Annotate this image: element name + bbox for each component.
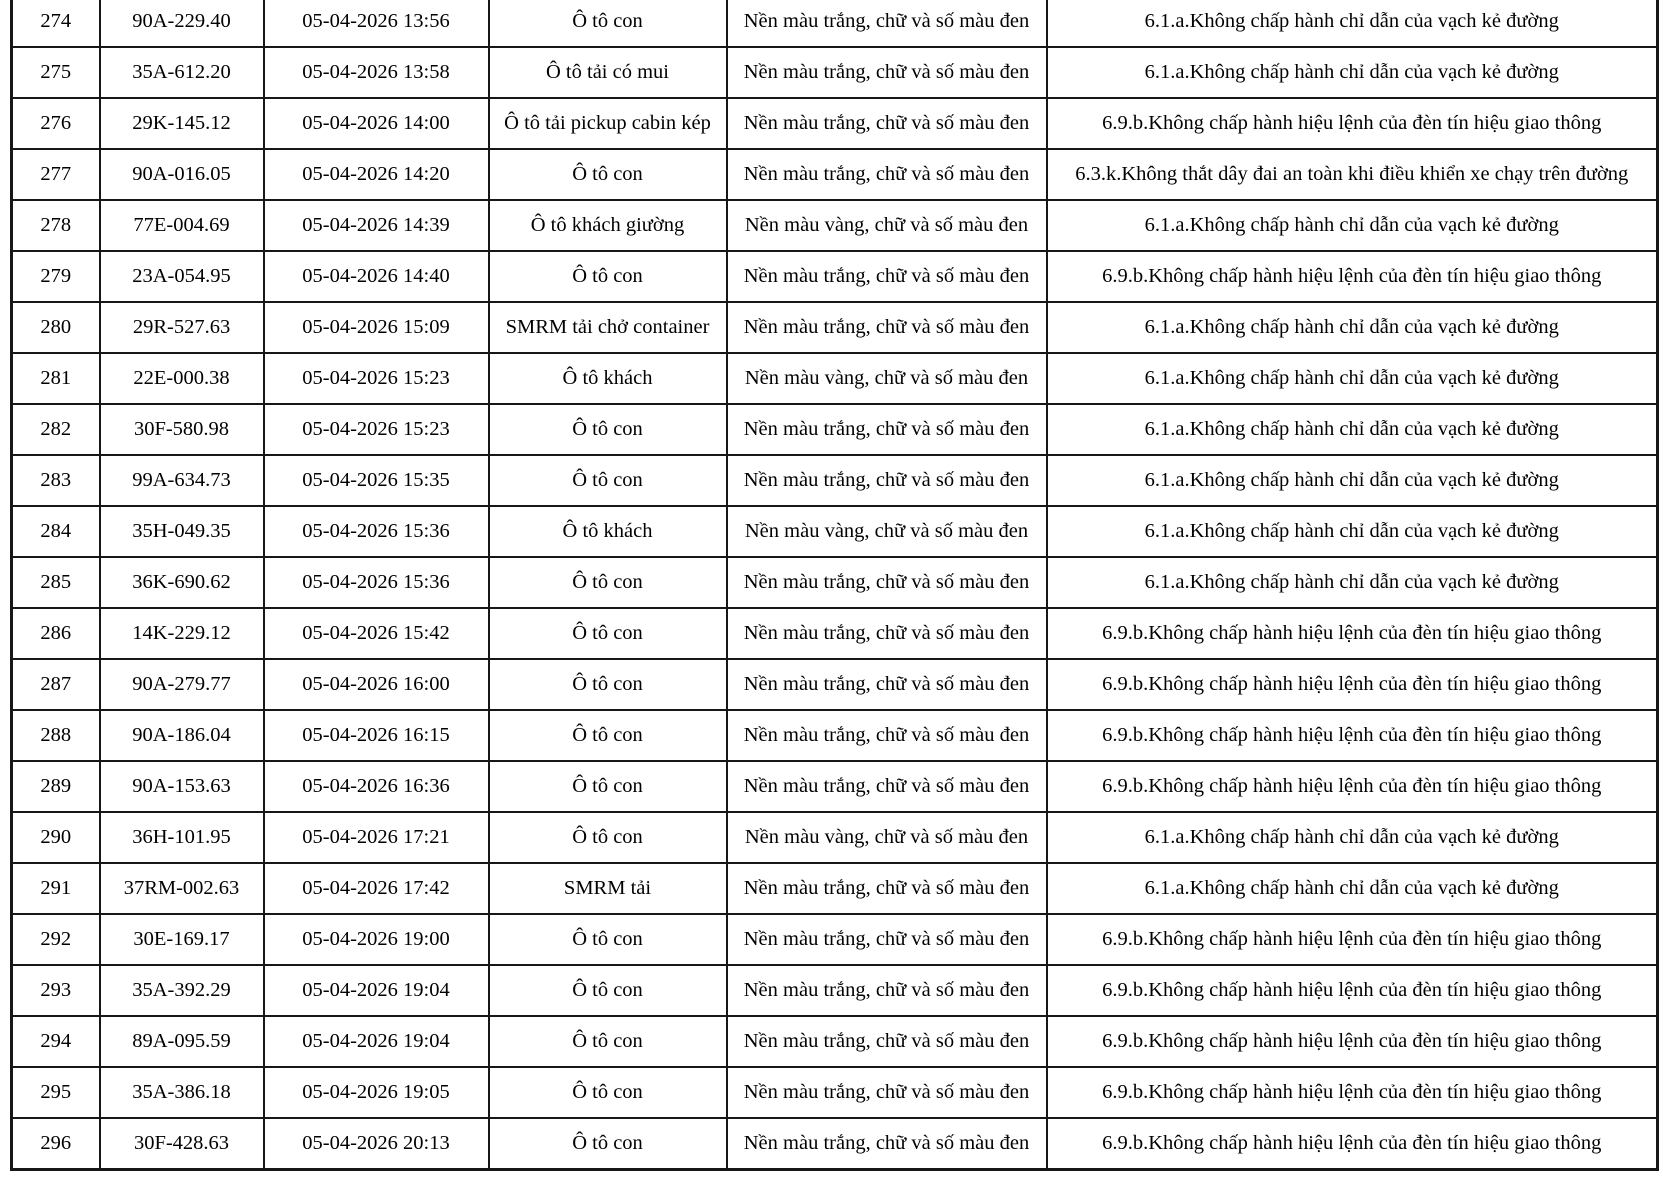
row-number-cell: 279 [12,251,100,302]
violation-description-cell: 6.1.a.Không chấp hành chỉ dẫn của vạch kẻ đường [1047,353,1658,404]
vehicle-type-cell: Ô tô con [489,659,727,710]
table-row [12,98,1658,149]
violation-datetime-cell: 05-04-2026 15:09 [264,302,489,353]
violation-datetime-cell: 05-04-2026 19:00 [264,914,489,965]
license-plate-cell: 36H-101.95 [100,812,264,863]
table-row [12,608,1658,659]
vehicle-type-cell: Ô tô con [489,914,727,965]
row-number-cell: 277 [12,149,100,200]
plate-color-description-cell: Nền màu trắng, chữ và số màu đen [727,1118,1047,1170]
violation-description-cell: 6.1.a.Không chấp hành chỉ dẫn của vạch kẻ đường [1047,302,1658,353]
vehicle-type-cell: Ô tô con [489,404,727,455]
violation-datetime-cell: 05-04-2026 15:36 [264,557,489,608]
violations-table [10,0,1659,1171]
table-row [12,200,1658,251]
vehicle-type-cell: Ô tô con [489,812,727,863]
violation-description-cell: 6.1.a.Không chấp hành chỉ dẫn của vạch kẻ đường [1047,506,1658,557]
vehicle-type-cell: Ô tô con [489,1118,727,1170]
table-row [12,506,1658,557]
violation-datetime-cell: 05-04-2026 14:40 [264,251,489,302]
plate-color-description-cell: Nền màu trắng, chữ và số màu đen [727,914,1047,965]
violation-datetime-cell: 05-04-2026 15:23 [264,353,489,404]
vehicle-type-cell: Ô tô con [489,608,727,659]
plate-color-description-cell: Nền màu trắng, chữ và số màu đen [727,404,1047,455]
row-number-cell: 278 [12,200,100,251]
table-row [12,455,1658,506]
plate-color-description-cell: Nền màu trắng, chữ và số màu đen [727,557,1047,608]
plate-color-description-cell: Nền màu vàng, chữ và số màu đen [727,812,1047,863]
violation-datetime-cell: 05-04-2026 13:58 [264,47,489,98]
violation-datetime-cell: 05-04-2026 19:05 [264,1067,489,1118]
violation-datetime-cell: 05-04-2026 20:13 [264,1118,489,1170]
row-number-cell: 280 [12,302,100,353]
violation-datetime-cell: 05-04-2026 16:36 [264,761,489,812]
plate-color-description-cell: Nền màu trắng, chữ và số màu đen [727,98,1047,149]
violation-description-cell: 6.9.b.Không chấp hành hiệu lệnh của đèn tín hiệu giao thông [1047,608,1658,659]
row-number-cell: 281 [12,353,100,404]
plate-color-description-cell: Nền màu vàng, chữ và số màu đen [727,506,1047,557]
vehicle-type-cell: Ô tô con [489,1016,727,1067]
violation-description-cell: 6.1.a.Không chấp hành chỉ dẫn của vạch kẻ đường [1047,200,1658,251]
vehicle-type-cell: Ô tô tải pickup cabin kép [489,98,727,149]
vehicle-type-cell: Ô tô tải có mui [489,47,727,98]
plate-color-description-cell: Nền màu trắng, chữ và số màu đen [727,863,1047,914]
vehicle-type-cell: Ô tô con [489,455,727,506]
license-plate-cell: 90A-186.04 [100,710,264,761]
license-plate-cell: 90A-016.05 [100,149,264,200]
row-number-cell: 283 [12,455,100,506]
row-number-cell: 296 [12,1118,100,1170]
license-plate-cell: 36K-690.62 [100,557,264,608]
table-row [12,1067,1658,1118]
plate-color-description-cell: Nền màu trắng, chữ và số màu đen [727,659,1047,710]
violation-description-cell: 6.9.b.Không chấp hành hiệu lệnh của đèn tín hiệu giao thông [1047,965,1658,1016]
plate-color-description-cell: Nền màu trắng, chữ và số màu đen [727,965,1047,1016]
table-row [12,557,1658,608]
plate-color-description-cell: Nền màu trắng, chữ và số màu đen [727,302,1047,353]
table-row [12,0,1658,47]
violation-datetime-cell: 05-04-2026 16:00 [264,659,489,710]
table-row [12,965,1658,1016]
violation-datetime-cell: 05-04-2026 15:42 [264,608,489,659]
violation-datetime-cell: 05-04-2026 15:36 [264,506,489,557]
violation-description-cell: 6.9.b.Không chấp hành hiệu lệnh của đèn tín hiệu giao thông [1047,659,1658,710]
plate-color-description-cell: Nền màu trắng, chữ và số màu đen [727,608,1047,659]
license-plate-cell: 14K-229.12 [100,608,264,659]
row-number-cell: 294 [12,1016,100,1067]
violation-description-cell: 6.1.a.Không chấp hành chỉ dẫn của vạch kẻ đường [1047,0,1658,47]
violation-description-cell: 6.1.a.Không chấp hành chỉ dẫn của vạch kẻ đường [1047,47,1658,98]
violation-datetime-cell: 05-04-2026 14:39 [264,200,489,251]
row-number-cell: 293 [12,965,100,1016]
violation-description-cell: 6.9.b.Không chấp hành hiệu lệnh của đèn tín hiệu giao thông [1047,1118,1658,1170]
violation-description-cell: 6.9.b.Không chấp hành hiệu lệnh của đèn tín hiệu giao thông [1047,710,1658,761]
violation-datetime-cell: 05-04-2026 16:15 [264,710,489,761]
violation-description-cell: 6.9.b.Không chấp hành hiệu lệnh của đèn tín hiệu giao thông [1047,98,1658,149]
row-number-cell: 284 [12,506,100,557]
license-plate-cell: 77E-004.69 [100,200,264,251]
plate-color-description-cell: Nền màu trắng, chữ và số màu đen [727,149,1047,200]
vehicle-type-cell: SMRM tải [489,863,727,914]
table-row [12,251,1658,302]
license-plate-cell: 29K-145.12 [100,98,264,149]
license-plate-cell: 35A-392.29 [100,965,264,1016]
license-plate-cell: 99A-634.73 [100,455,264,506]
license-plate-cell: 90A-279.77 [100,659,264,710]
violation-description-cell: 6.1.a.Không chấp hành chỉ dẫn của vạch kẻ đường [1047,812,1658,863]
license-plate-cell: 29R-527.63 [100,302,264,353]
vehicle-type-cell: Ô tô con [489,0,727,47]
violation-datetime-cell: 05-04-2026 15:23 [264,404,489,455]
table-row [12,710,1658,761]
vehicle-type-cell: Ô tô khách giường [489,200,727,251]
plate-color-description-cell: Nền màu trắng, chữ và số màu đen [727,1016,1047,1067]
violation-datetime-cell: 05-04-2026 17:21 [264,812,489,863]
violation-datetime-cell: 05-04-2026 19:04 [264,1016,489,1067]
vehicle-type-cell: Ô tô con [489,251,727,302]
row-number-cell: 295 [12,1067,100,1118]
row-number-cell: 274 [12,0,100,47]
table-row [12,1118,1658,1170]
license-plate-cell: 90A-153.63 [100,761,264,812]
row-number-cell: 276 [12,98,100,149]
violation-description-cell: 6.9.b.Không chấp hành hiệu lệnh của đèn tín hiệu giao thông [1047,1067,1658,1118]
vehicle-type-cell: Ô tô con [489,1067,727,1118]
table-row [12,1016,1658,1067]
table-row [12,812,1658,863]
table-row [12,914,1658,965]
vehicle-type-cell: SMRM tải chở container [489,302,727,353]
table-row [12,863,1658,914]
license-plate-cell: 23A-054.95 [100,251,264,302]
violation-description-cell: 6.9.b.Không chấp hành hiệu lệnh của đèn tín hiệu giao thông [1047,251,1658,302]
row-number-cell: 288 [12,710,100,761]
row-number-cell: 286 [12,608,100,659]
table-row [12,47,1658,98]
row-number-cell: 275 [12,47,100,98]
vehicle-type-cell: Ô tô con [489,557,727,608]
violation-datetime-cell: 05-04-2026 17:42 [264,863,489,914]
plate-color-description-cell: Nền màu trắng, chữ và số màu đen [727,251,1047,302]
vehicle-type-cell: Ô tô khách [489,353,727,404]
row-number-cell: 282 [12,404,100,455]
row-number-cell: 287 [12,659,100,710]
violation-description-cell: 6.9.b.Không chấp hành hiệu lệnh của đèn tín hiệu giao thông [1047,761,1658,812]
table-row [12,302,1658,353]
violation-description-cell: 6.1.a.Không chấp hành chỉ dẫn của vạch kẻ đường [1047,404,1658,455]
license-plate-cell: 89A-095.59 [100,1016,264,1067]
row-number-cell: 290 [12,812,100,863]
violation-description-cell: 6.1.a.Không chấp hành chỉ dẫn của vạch kẻ đường [1047,455,1658,506]
plate-color-description-cell: Nền màu vàng, chữ và số màu đen [727,200,1047,251]
violations-table-body [12,0,1658,1170]
violation-datetime-cell: 05-04-2026 14:20 [264,149,489,200]
table-row [12,761,1658,812]
vehicle-type-cell: Ô tô con [489,761,727,812]
table-row [12,353,1658,404]
violation-datetime-cell: 05-04-2026 14:00 [264,98,489,149]
violation-description-cell: 6.1.a.Không chấp hành chỉ dẫn của vạch kẻ đường [1047,863,1658,914]
license-plate-cell: 30E-169.17 [100,914,264,965]
plate-color-description-cell: Nền màu trắng, chữ và số màu đen [727,761,1047,812]
violation-description-cell: 6.1.a.Không chấp hành chỉ dẫn của vạch kẻ đường [1047,557,1658,608]
plate-color-description-cell: Nền màu trắng, chữ và số màu đen [727,1067,1047,1118]
vehicle-type-cell: Ô tô con [489,965,727,1016]
table-row [12,659,1658,710]
license-plate-cell: 30F-428.63 [100,1118,264,1170]
row-number-cell: 285 [12,557,100,608]
license-plate-cell: 35A-386.18 [100,1067,264,1118]
license-plate-cell: 37RM-002.63 [100,863,264,914]
row-number-cell: 291 [12,863,100,914]
violation-description-cell: 6.3.k.Không thắt dây đai an toàn khi điều khiển xe chạy trên đường [1047,149,1658,200]
license-plate-cell: 35A-612.20 [100,47,264,98]
plate-color-description-cell: Nền màu trắng, chữ và số màu đen [727,47,1047,98]
violation-description-cell: 6.9.b.Không chấp hành hiệu lệnh của đèn tín hiệu giao thông [1047,1016,1658,1067]
table-row [12,404,1658,455]
license-plate-cell: 22E-000.38 [100,353,264,404]
vehicle-type-cell: Ô tô con [489,149,727,200]
license-plate-cell: 35H-049.35 [100,506,264,557]
plate-color-description-cell: Nền màu trắng, chữ và số màu đen [727,0,1047,47]
vehicle-type-cell: Ô tô khách [489,506,727,557]
violation-description-cell: 6.9.b.Không chấp hành hiệu lệnh của đèn tín hiệu giao thông [1047,914,1658,965]
vehicle-type-cell: Ô tô con [489,710,727,761]
license-plate-cell: 90A-229.40 [100,0,264,47]
table-row [12,149,1658,200]
plate-color-description-cell: Nền màu trắng, chữ và số màu đen [727,455,1047,506]
violation-datetime-cell: 05-04-2026 19:04 [264,965,489,1016]
license-plate-cell: 30F-580.98 [100,404,264,455]
row-number-cell: 292 [12,914,100,965]
plate-color-description-cell: Nền màu trắng, chữ và số màu đen [727,710,1047,761]
row-number-cell: 289 [12,761,100,812]
violation-datetime-cell: 05-04-2026 13:56 [264,0,489,47]
violation-datetime-cell: 05-04-2026 15:35 [264,455,489,506]
plate-color-description-cell: Nền màu vàng, chữ và số màu đen [727,353,1047,404]
